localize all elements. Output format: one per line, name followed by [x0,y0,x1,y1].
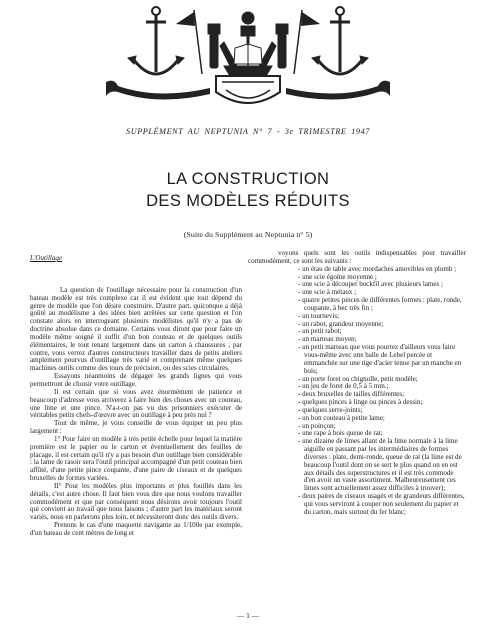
paragraph: Il est certain que si vous avez énormément de patience et beaucoup d'adresse vous arriverez à faire bien des choses avec un couteau, une lime et une pince. N'a-t-on pas vu des prisonniers exécuter de véritables petits chefs-d'œuvre avec un outillage à peu près nul ? [30,387,242,420]
supplement-header: SUPPLÉMENT AU NEPTUNIA N° 7 - 3e TRIMESTRE 1947 [126,127,370,136]
list-item: - une rape à bois queue de rat; [298,429,383,438]
list-item: - une scie à découper bockfil avec plusieurs lames ; [298,280,443,289]
article-subtitle: (Suite du Supplément au Neptunia n° 5) [183,230,313,239]
list-item: - un jeu de foret de 0,5 à 5 mm.; [298,382,389,391]
paragraph: Essayons néanmoins de dégager les grands lignes qui vous permettront de choisir votre outillage. [30,372,242,388]
list-item: - deux bruxelles de tailles différentes; [298,390,405,399]
tools-list [248,266,466,517]
list-item: - un poinçon; [298,421,336,430]
right-column [248,250,466,517]
section-heading: L'Outillage [30,254,63,262]
list-item: - quelques pinces à linge ou pinces à dessin; [298,398,423,407]
list-item: - un tournevis; [298,311,340,320]
anchor-left-icon [128,7,184,74]
crest-shield-icon [216,76,280,103]
list-item: - deux paires de ciseaux usagés et de grandeurs différentes, qui vous serviront à couper non seulement du papier et du carton, mais surtout du fer blanc; [298,492,465,516]
decorative-banner-emblem [98,2,398,120]
list-item: - un étau de table avec mordaches amovibles en plomb ; [298,264,457,273]
left-column [30,247,242,538]
tools-intro: voyons quels sont les outils indispensables pour travailler commodément, ce sont les suivants : [248,249,466,265]
title-line-2: DES MODÈLES RÉDUITS [146,192,350,210]
list-item: - un rabot, grandeur moyenne; [298,319,384,328]
list-item: - quelques serre-joints; [298,405,363,414]
title-line-1: LA CONSTRUCTION [166,170,330,188]
list-item: - un marteau moyen; [298,335,357,344]
list-item: - un porte foret ou chignolle, petit modèle; [298,374,418,383]
page-number: — 1 — [236,611,260,620]
article-title [0,168,496,212]
list-item: - une scie à métaux ; [298,288,357,297]
paragraph: La question de l'outillage nécessaire pour la construction d'un bateau modèle est très complexe car il est évident que tout dépend du genre de modèle que l'on désire construire. D'autre part, quiconque a déjà goûté au modélisme a des idées bien arrêtées sur cette question et l'on constate alors en interrogeant plusieurs modélistes qu'il n'y a pas de doctrine absolue dans ce domaine. Certains vous diront que pour faire un modèle même soigné il suffit d'un bon couteau et de quelques outils élémentaires, le tout tenant largement dans un carton à chaussures ; par contre, vous verrez d'autres constructeurs travailler dans de petits ateliers amplement pourvus d'outillage très varié et comprenant même quelques machines outils comme des tours de précision, ou des scies circulaires. [30,285,242,373]
paragraph: II° Pour les modèles plus importants et plus fouillés dans les détails, c'est autre chose. Il faut bien vous dire que nous voulons travailler commodément et que par conséquent nous désirons avoir toujours l'outil qui convient au travail que nous faisons ; d'autre part les matériaux seront variés, nous en parlerons plus loin, et nécessiteront donc des outils divers. [30,481,242,522]
list-item: - un bon couteau à petite lame; [298,413,385,422]
paragraph: 1° Pour faire un modèle à très petite échelle pour lequel la matière première est le papier ou le carton et éventuellement des feuilles de placage, il est certain qu'il n'y a pas besoin d'un outillage bien considérable : la lame de rasoir sera l'outil principal accompagné d'un petit couteau bien affûté, d'une petite pince coupante, d'une paire de ciseaux et de quelques bruxelles de formes variées. [30,434,242,483]
paragraph: Tout de même, je vous conseille de vous équiper un peu plus largement : [30,419,242,436]
list-item: - une scie égoïne moyenne ; [298,272,377,281]
paragraph: Prenons le cas d'une maquette navigante au 1/100e par exemple, d'un bateau de cent mètres de long et [30,521,242,537]
list-item: - quatre petites pinces de différentes formes : plate, ronde, coupante, à bec très fin ; [298,296,462,312]
list-item: - un petit marteau que vous pourrez d'ailleurs vous faire vous-même avec une balle de Lebel percée et emmanchée sur une tige d'acier tenue par un manche en bois; [298,343,462,375]
list-item: - un petit rabot; [298,327,342,336]
list-item: - une dizaine de limes allant de la lime normale à la lime aiguille en passant par les intermédiaires de formes diverses : plate, demi-ronde, queue de rat (la lime est de beaucoup l'outil dont on se sert le plus quand on en est aux détails des superstructures et il est très commode d'en avoir un vaste assortiment. Malheureusement ces limes sont actuellement assez difficiles à trouver); [298,437,462,493]
anchor-right-icon [312,7,368,74]
